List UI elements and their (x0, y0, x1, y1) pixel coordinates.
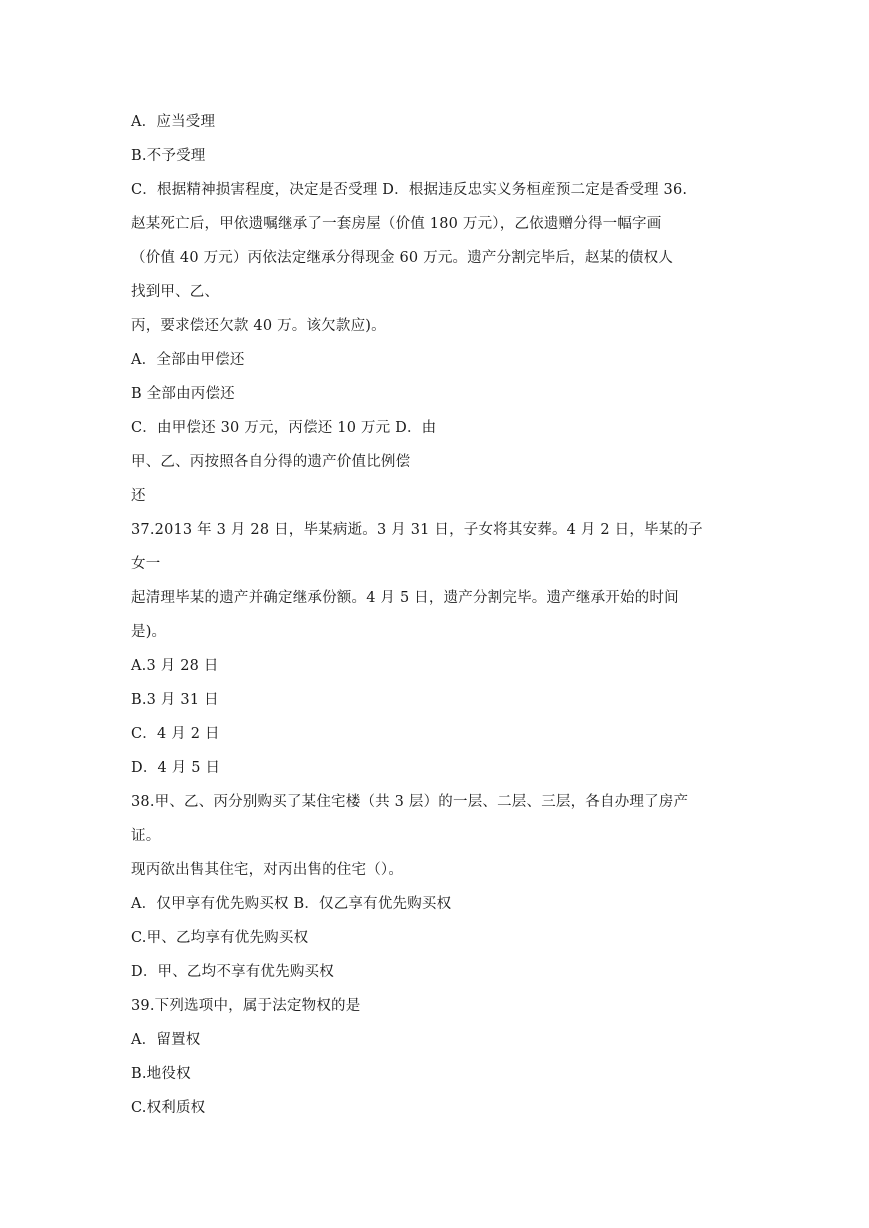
question-38-text: 38.甲、乙、丙分别购买了某住宅楼（共 3 层）的一层、二层、三层，各自办理了房产 (131, 794, 689, 810)
question-38-option-d: D．甲、乙均不享有优先购买权 (131, 964, 334, 980)
question-39-option-a: A．留置权 (131, 1032, 201, 1048)
question-37-text: 女一 (131, 556, 161, 572)
option-a-accept: A．应当受理 (131, 114, 216, 130)
question-36-option-c-d: C．由甲偿还 30 万元，丙偿还 10 万元 D．由 (131, 420, 437, 436)
question-37-option-d: D．4 月 5 日 (131, 760, 221, 776)
question-37-text: 起清理毕某的遗产并确定继承份额。4 月 5 日，遗产分割完毕。遗产继承开始的时间 (131, 590, 679, 606)
question-38-option-c: C.甲、乙均享有优先购买权 (131, 930, 309, 946)
question-36-text: 丙，要求偿还欠款 40 万。该欠款应)。 (131, 318, 386, 334)
question-38-option-a-b: A．仅甲享有优先购买权 B．仅乙享有优先购买权 (131, 896, 452, 912)
question-36-text: （价值 40 万元）丙依法定继承分得现金 60 万元。遗产分割完毕后，赵某的债权人 (131, 250, 674, 266)
question-38-text: 现丙欲出售其住宅，对丙出售的住宅（）。 (131, 862, 404, 878)
option-b-reject: B.不予受理 (131, 148, 206, 164)
question-36-text: 赵某死亡后，甲依遗嘱继承了一套房屋（价值 180 万元），乙依遗赠分得一幅字画 (131, 216, 662, 232)
question-37-option-c: C．4 月 2 日 (131, 726, 220, 742)
question-39-option-c: C.权利质权 (131, 1100, 206, 1116)
question-36-option-d: 还 (131, 488, 146, 504)
question-38-text: 证。 (131, 828, 161, 844)
question-37-text: 是)。 (131, 624, 167, 640)
question-36-text: 找到甲、乙、 (131, 284, 220, 300)
options-c-d-q36-start: C．根据精神损害程度，决定是否受理 D．根据违反忠实义务桓産预二定是香受理 36. (131, 182, 688, 198)
question-37-option-b: B.3 月 31 日 (131, 692, 219, 708)
question-39-option-b: B.地役权 (131, 1066, 191, 1082)
question-37-text: 37.2013 年 3 月 28 日，毕某病逝。3 月 31 日，子女将其安葬。4 月 2 日，毕某的子 (131, 522, 703, 538)
question-39-text: 39.下列选项中，属于法定物权的是 (131, 998, 361, 1014)
question-36-option-b: B 全部由丙偿还 (131, 386, 235, 402)
question-36-option-a: A．全部由甲偿还 (131, 352, 245, 368)
question-36-option-d: 甲、乙、丙按照各自分得的遗产价值比例偿 (131, 454, 411, 470)
question-37-option-a: A.3 月 28 日 (131, 658, 219, 674)
